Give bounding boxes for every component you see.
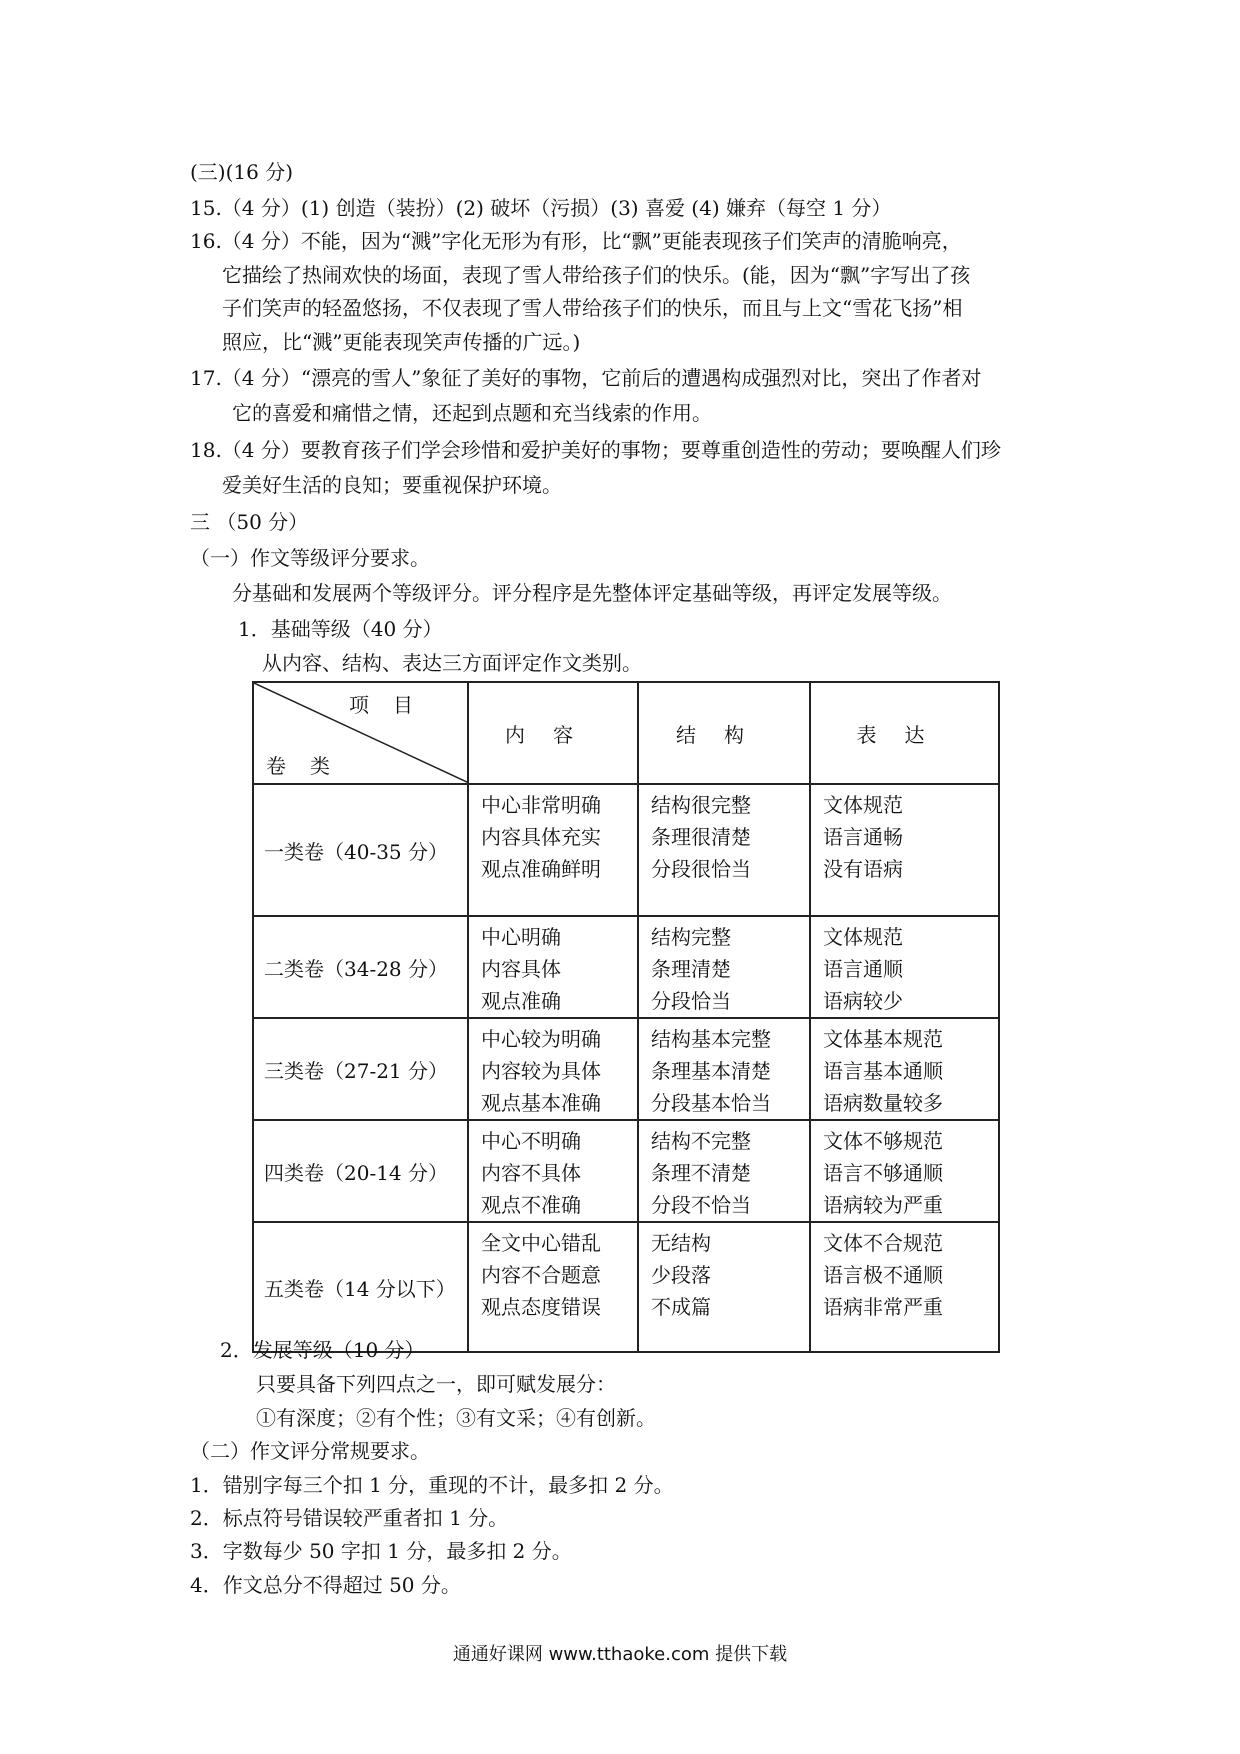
cell-line: 无结构 (651, 1231, 711, 1255)
basic-grade-desc: 从内容、结构、表达三方面评定作文类别。 (262, 651, 642, 675)
cell-line: 观点基本准确 (481, 1091, 601, 1115)
cell-line: 条理清楚 (651, 957, 731, 981)
answer-17-line: 17.（4 分）“漂亮的雪人”象征了美好的事物，它前后的遭遇构成强烈对比，突出了作者对 (190, 366, 982, 390)
corner-top-label: 项目 (349, 693, 437, 717)
grade-label: 三类卷（27-21 分） (253, 1018, 468, 1120)
subsection-1-heading: （一）作文等级评分要求。 (190, 546, 430, 570)
content-cell (468, 916, 638, 1018)
list-item: 2．标点符号错误较严重者扣 1 分。 (190, 1506, 509, 1530)
expression-cell (810, 1120, 999, 1222)
cell-line: 没有语病 (823, 857, 903, 881)
basic-grade-title: 1．基础等级（40 分） (238, 617, 443, 641)
expression-cell (810, 1222, 999, 1352)
cell-line: 不成篇 (651, 1295, 711, 1319)
table-header-row (253, 682, 999, 784)
answer-17-line: 它的喜爱和痛惜之情，还起到点题和充当线索的作用。 (232, 401, 712, 425)
subsection-2-heading: （二）作文评分常规要求。 (190, 1439, 430, 1463)
header-expression: 表达 (810, 682, 999, 784)
structure-cell (638, 916, 810, 1018)
answer-16-line: 16.（4 分）不能，因为“溅”字化无形为有形，比“飘”更能表现孩子们笑声的清脆响亮， (190, 229, 962, 253)
cell-line: 内容较为具体 (481, 1059, 601, 1083)
header-structure: 结构 (638, 682, 810, 784)
table-row (253, 916, 999, 1018)
content-cell (468, 1222, 638, 1352)
structure-cell (638, 1018, 810, 1120)
structure-cell (638, 1222, 810, 1352)
cell-line: 语言通顺 (823, 957, 903, 981)
cell-line: 结构完整 (651, 925, 731, 949)
cell-line: 结构不完整 (651, 1129, 751, 1153)
list-item: 3．字数每少 50 字扣 1 分，最多扣 2 分。 (190, 1539, 572, 1563)
cell-line: 观点准确 (481, 989, 561, 1013)
cell-line: 分段基本恰当 (651, 1091, 771, 1115)
cell-line: 中心明确 (481, 925, 561, 949)
development-points: ①有深度；②有个性；③有文采；④有创新。 (256, 1406, 656, 1430)
cell-line: 内容具体 (481, 957, 561, 981)
cell-line: 全文中心错乱 (481, 1231, 601, 1255)
cell-line: 中心不明确 (481, 1129, 581, 1153)
cell-line: 少段落 (651, 1263, 711, 1287)
section3-heading: (三)(16 分) (190, 160, 294, 184)
cell-line: 语病较少 (823, 989, 903, 1013)
table-row (253, 1120, 999, 1222)
cell-line: 文体规范 (823, 793, 903, 817)
cell-line: 文体不合规范 (823, 1231, 943, 1255)
cell-line: 语言基本通顺 (823, 1059, 943, 1083)
grade-label: 五类卷（14 分以下） (253, 1222, 468, 1352)
cell-line: 结构很完整 (651, 793, 751, 817)
cell-line: 语病较为严重 (823, 1193, 943, 1217)
part3-heading: 三 （50 分） (190, 510, 309, 534)
cell-line: 内容不具体 (481, 1161, 581, 1185)
corner-cell (253, 682, 468, 784)
expression-cell (810, 1018, 999, 1120)
cell-line: 语言不够通顺 (823, 1161, 943, 1185)
answer-18-line: 18.（4 分）要教育孩子们学会珍惜和爱护美好的事物；要尊重创造性的劳动；要唤醒人们珍 (190, 438, 1001, 462)
cell-line: 观点态度错误 (481, 1295, 601, 1319)
cell-line: 中心非常明确 (481, 793, 601, 817)
development-grade-desc: 只要具备下列四点之一，即可赋发展分： (256, 1372, 616, 1396)
list-item: 4．作文总分不得超过 50 分。 (190, 1573, 461, 1597)
page-footer: 通通好课网 www.tthaoke.com 提供下载 (452, 1644, 788, 1665)
cell-line: 内容具体充实 (481, 825, 601, 849)
structure-cell (638, 1120, 810, 1222)
cell-line: 文体基本规范 (823, 1027, 943, 1051)
answer-16-line: 照应，比“溅”更能表现笑声传播的广远。) (222, 330, 581, 354)
table-row (253, 1222, 999, 1352)
cell-line: 语言极不通顺 (823, 1263, 943, 1287)
cell-line: 结构基本完整 (651, 1027, 771, 1051)
corner-bottom-label: 卷类 (266, 754, 354, 778)
cell-line: 观点准确鲜明 (481, 857, 601, 881)
cell-line: 条理不清楚 (651, 1161, 751, 1185)
grade-label: 一类卷（40-35 分） (253, 784, 468, 916)
answer-18-line: 爱美好生活的良知；要重视保护环境。 (222, 473, 562, 497)
structure-cell (638, 784, 810, 916)
header-content: 内容 (468, 682, 638, 784)
cell-line: 分段恰当 (651, 989, 731, 1013)
answer-16-line: 它描绘了热闹欢快的场面，表现了雪人带给孩子们的快乐。(能，因为“飘”字写出了孩 (222, 263, 971, 287)
cell-line: 条理很清楚 (651, 825, 751, 849)
cell-line: 中心较为明确 (481, 1027, 601, 1051)
content-cell (468, 1018, 638, 1120)
cell-line: 分段很恰当 (651, 857, 751, 881)
cell-line: 语言通畅 (823, 825, 903, 849)
expression-cell (810, 916, 999, 1018)
cell-line: 分段不恰当 (651, 1193, 751, 1217)
grade-label: 二类卷（34-28 分） (253, 916, 468, 1018)
intro-text: 分基础和发展两个等级评分。评分程序是先整体评定基础等级，再评定发展等级。 (232, 581, 952, 605)
grade-label: 四类卷（20-14 分） (253, 1120, 468, 1222)
table-row (253, 784, 999, 916)
expression-cell (810, 784, 999, 916)
cell-line: 语病数量较多 (823, 1091, 943, 1115)
cell-line: 文体规范 (823, 925, 903, 949)
cell-line: 观点不准确 (481, 1193, 581, 1217)
cell-line: 文体不够规范 (823, 1129, 943, 1153)
cell-line: 条理基本清楚 (651, 1059, 771, 1083)
list-item: 1．错别字每三个扣 1 分，重现的不计，最多扣 2 分。 (190, 1473, 674, 1497)
cell-line: 内容不合题意 (481, 1263, 601, 1287)
content-cell (468, 784, 638, 916)
table-row (253, 1018, 999, 1120)
answer-15: 15.（4 分）(1) 创造（装扮）(2) 破坏（污损）(3) 喜爱 (4) 嫌弃（每空 1 分） (190, 196, 892, 220)
development-grade-title: 2．发展等级（10 分） (220, 1338, 425, 1362)
grading-table (252, 681, 1000, 1353)
cell-line: 语病非常严重 (823, 1295, 943, 1319)
answer-16-line: 子们笑声的轻盈悠扬，不仅表现了雪人带给孩子们的快乐，而且与上文“雪花飞扬”相 (222, 296, 963, 320)
content-cell (468, 1120, 638, 1222)
